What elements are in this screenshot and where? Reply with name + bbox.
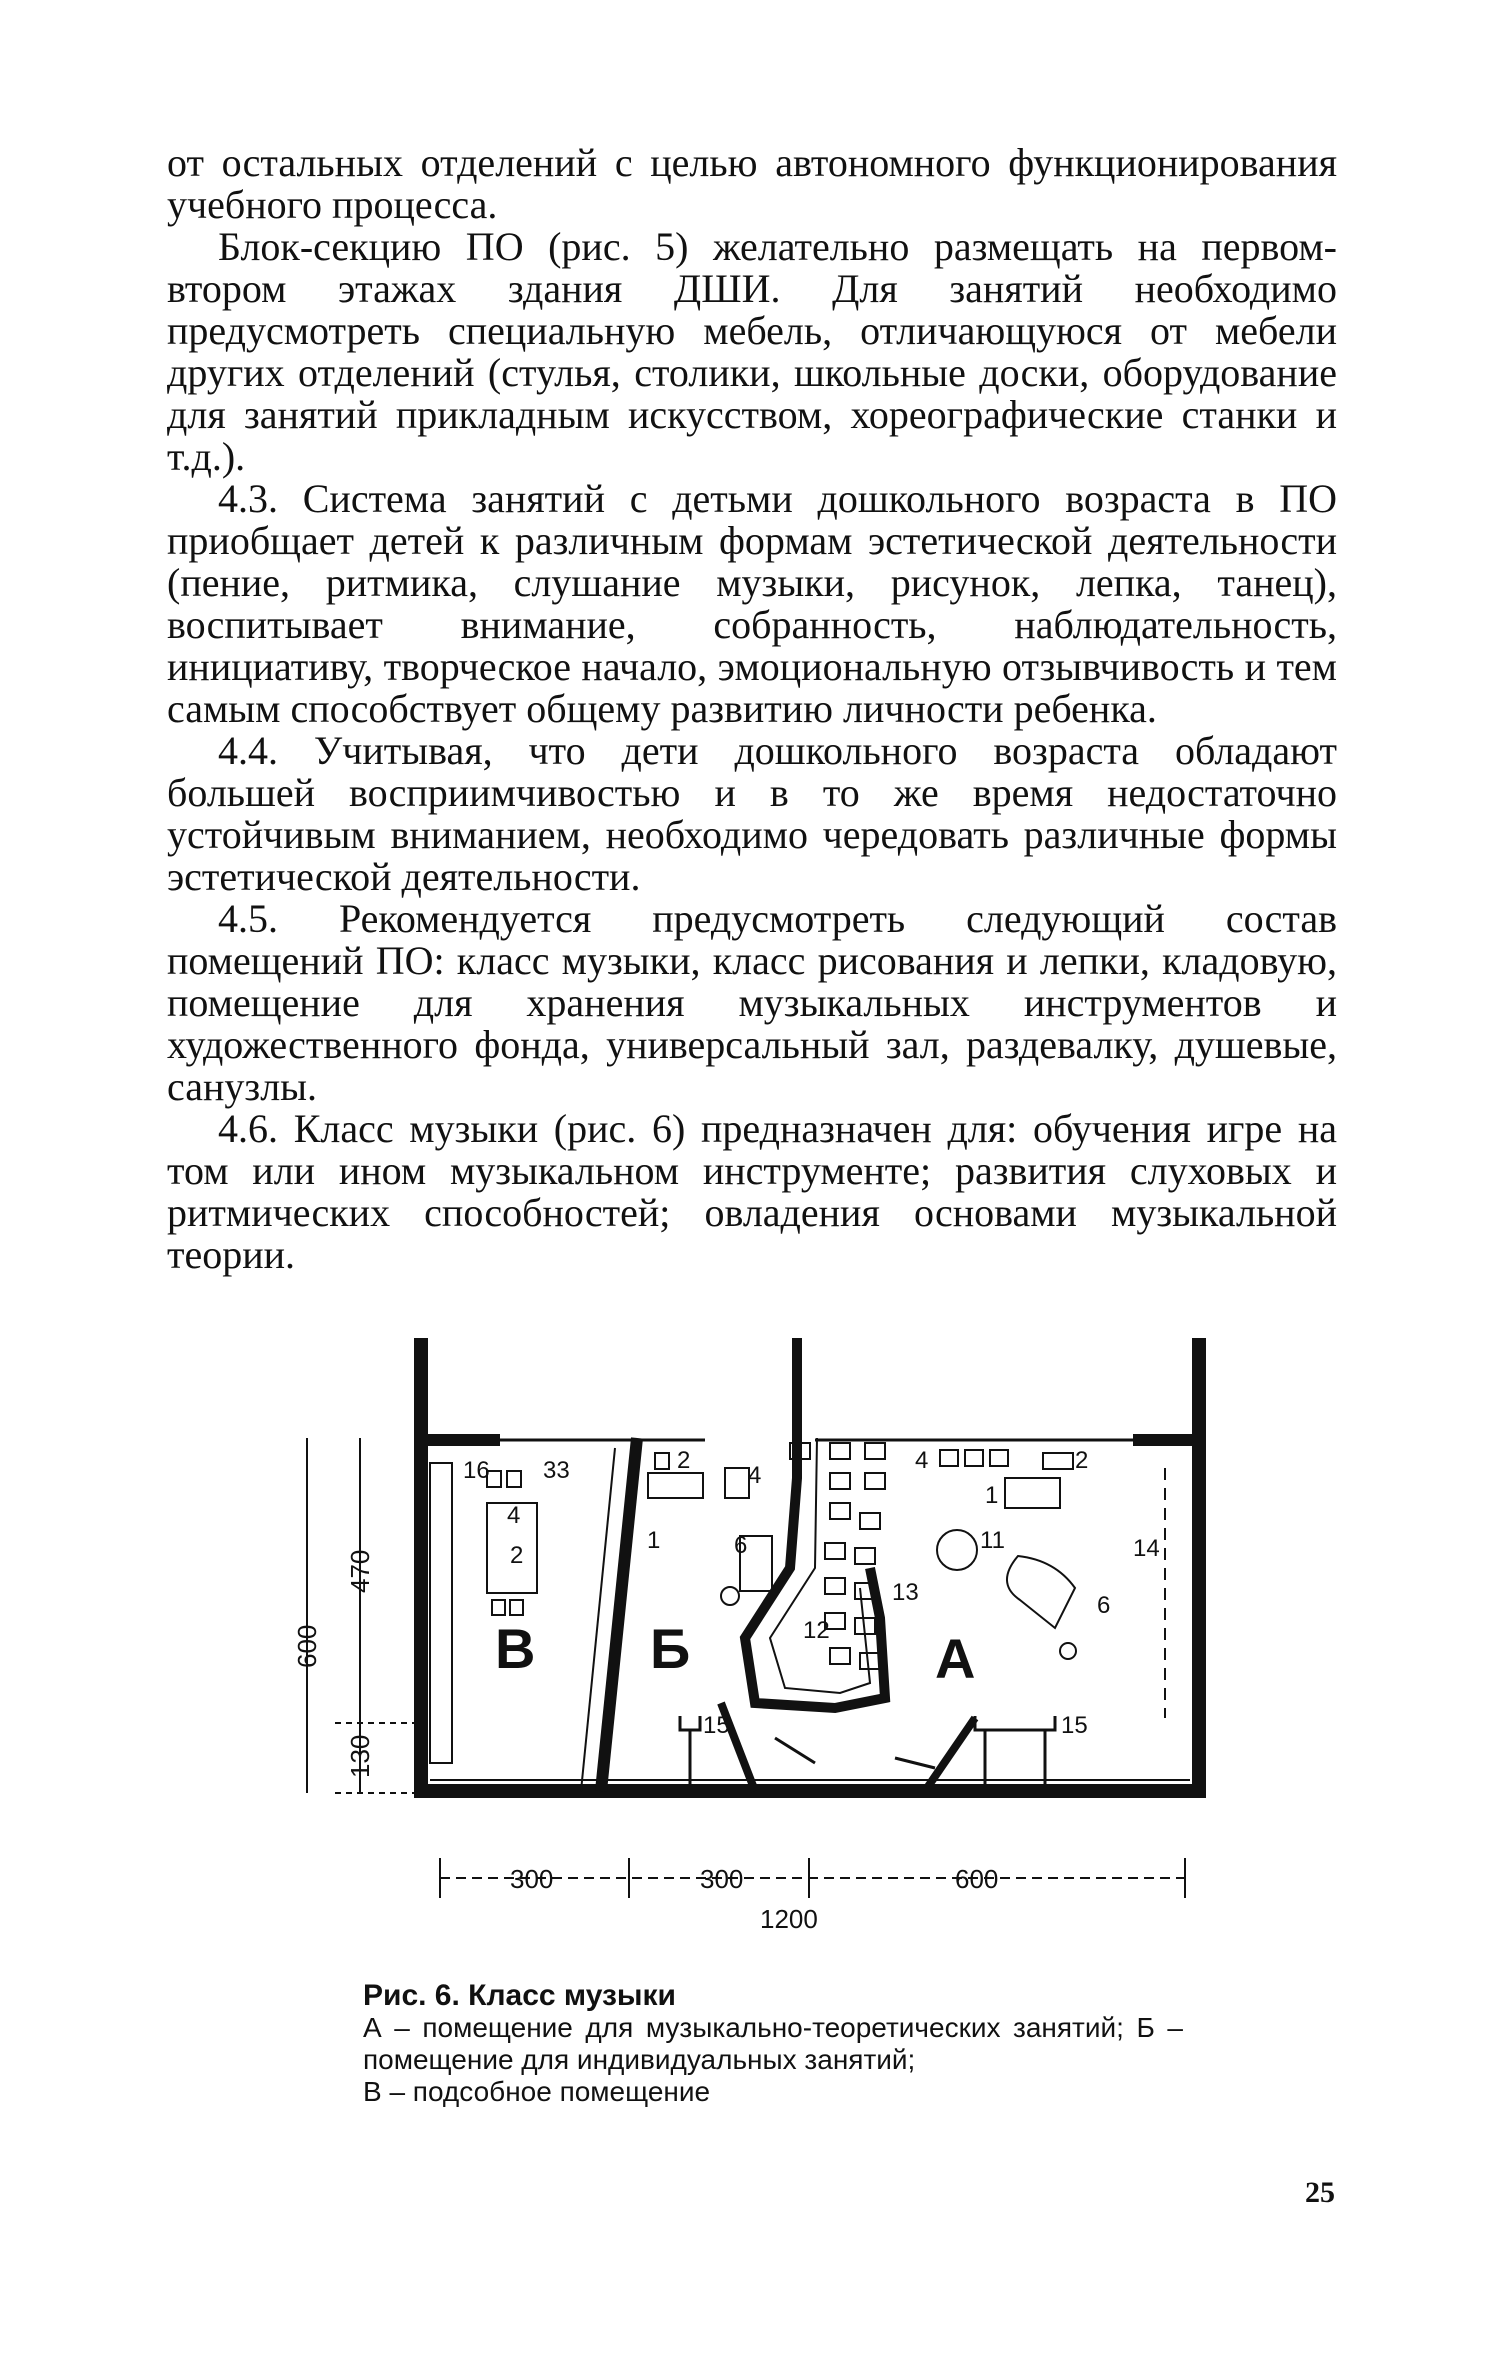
dim-470: 470 [345,1549,375,1593]
item-14: 14 [1133,1535,1160,1562]
paragraph-4-3: 4.3. Система занятий с детьми дошкольного возраста в ПО приобщает детей к различным формам эстетической деятельности (пение, ритмика, слушание музыки, рисунок, лепка, танец), воспитывает внимание, собранность, наблюдательность, инициативу, творческое начало, эмоциональную отзывчивость и тем самым способствует общему развитию личности ребенка. [167,476,1337,731]
item-6-a: 6 [1097,1592,1111,1619]
round-table-a [937,1530,977,1570]
seat-row-7 [860,1513,880,1529]
chair-v-4 [510,1600,523,1615]
dim-300-b: 300 [700,1864,744,1894]
teacher-table-a [1005,1478,1060,1508]
teacher-chair-a-2 [965,1450,983,1466]
board-a [1043,1453,1073,1469]
sink-15-a [975,1716,1055,1730]
paragraph-4-6: 4.6. Класс музыки (рис. 6) предназначен для: обучения игре на том или ином музыкальном инструменте; развития слуховых и ритмических способностей; овладения основами музыкальной теории. [167,1106,1337,1277]
item-2-a: 2 [1075,1447,1089,1474]
item-4-a: 4 [915,1447,929,1474]
seat-row-15 [860,1653,880,1669]
grand-piano-a [1007,1556,1075,1628]
item-4-v: 4 [507,1502,521,1529]
seat-row-4 [830,1473,850,1489]
seat-row-5 [865,1473,885,1489]
room-label-a: А [935,1627,976,1690]
seat-row-14 [830,1648,850,1664]
seat-row-8 [825,1543,845,1559]
item-1-a: 1 [985,1482,999,1509]
item-2-v: 2 [510,1542,524,1569]
chair-v-2 [507,1471,521,1487]
paragraph-continuation: от остальных отделений с целью автономного функционирования учебного процесса. [167,140,1337,227]
item-1-b: 1 [647,1527,661,1554]
room-label-b: Б [650,1617,691,1680]
item-33: 33 [543,1457,570,1484]
dim-600: 600 [292,1624,322,1668]
door-swing-b [775,1738,815,1763]
cabinet-v [430,1463,452,1763]
paragraph-block-section: Блок-секцию ПО (рис. 5) желательно размещать на первом-втором этажах здания ДШИ. Для занятий необходимо предусмотреть специальную мебель, отличающуюся от мебели других отделений (стулья, столики, школьные доски, оборудование для занятий прикладным искусством, хореографические станки и т.д.). [167,224,1337,479]
caption-title: Рис. 6. Класс музыки [363,1979,676,2012]
teacher-chair-a-1 [940,1450,958,1466]
teacher-chair-a-3 [990,1450,1008,1466]
page-number: 25 [1305,2176,1335,2209]
seat-row-6 [830,1503,850,1519]
item-16: 16 [463,1457,490,1484]
seat-row-2 [830,1443,850,1459]
body-text [167,142,1337,1276]
item-15-b: 15 [703,1712,730,1739]
item-15-a: 15 [1061,1712,1088,1739]
item-12: 12 [803,1617,830,1644]
caption-legend-a-b: А – помещение для музыкально-теоретических занятий; Б – помещение для индивидуальных занятий; [363,2012,1183,2075]
dim-600-h: 600 [955,1864,999,1894]
dim-1200: 1200 [760,1904,818,1934]
item-13: 13 [892,1579,919,1606]
piano-b [648,1473,703,1498]
music-stand-b [725,1468,749,1498]
seat-row-9 [855,1548,875,1564]
item-2-b: 2 [677,1447,691,1474]
piano-stool-a [1060,1643,1076,1659]
item-4-b: 4 [748,1462,762,1489]
partition-v-b [601,1438,637,1791]
sink-15-b [680,1716,700,1730]
figure-caption [363,1980,1183,2108]
item-6-b: 6 [734,1532,748,1559]
seat-row-10 [825,1578,845,1594]
room-label-v: В [495,1617,536,1680]
paragraph-4-5: 4.5. Рекомендуется предусмотреть следующий состав помещений ПО: класс музыки, класс рисования и лепки, кладовую, помещение для хранения музыкальных инструментов и художественного фонда, универсальный зал, раздевалку, душевые, санузлы. [167,896,1337,1109]
paragraph-4-4: 4.4. Учитывая, что дети дошкольного возраста обладают большей восприимчивостью и в то же время недостаточно устойчивым вниманием, необходимо чередовать различные формы эстетической деятельности. [167,728,1337,899]
partition-b-a-inner [770,1438,870,1693]
dim-300-a: 300 [510,1864,554,1894]
seat-row-3 [865,1443,885,1459]
chair-b [655,1453,669,1469]
stool-b [721,1587,739,1605]
door-swing-a [895,1758,935,1768]
chair-v-3 [492,1600,505,1615]
item-11: 11 [980,1527,1005,1554]
dim-130: 130 [345,1734,375,1778]
music-class-floor-plan [285,1338,1214,1938]
caption-legend-v: В – подсобное помещение [363,2076,711,2107]
